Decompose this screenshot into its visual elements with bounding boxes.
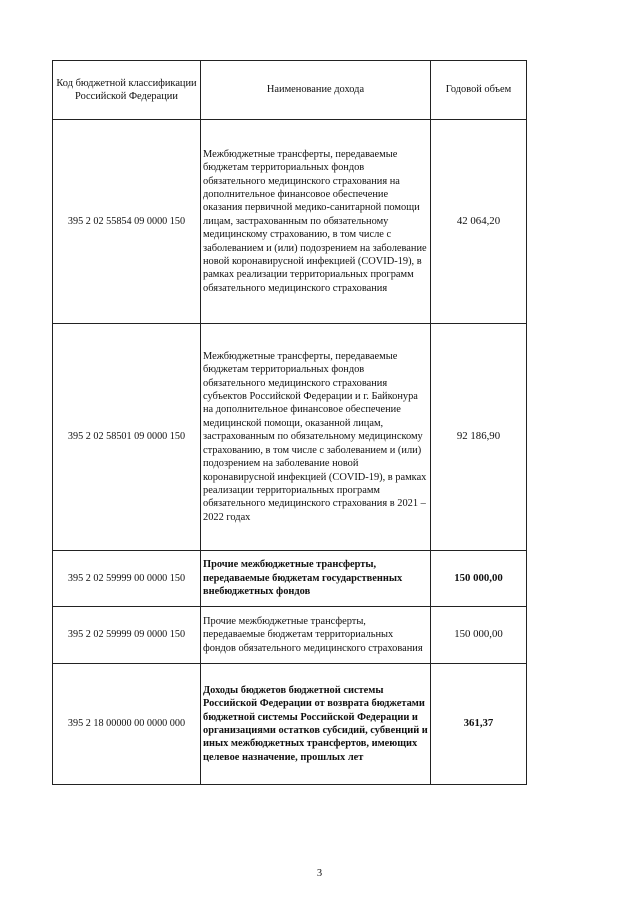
table-row (53, 324, 527, 551)
table-header-row (53, 61, 527, 120)
header-budget-code: Код бюджетной классификации Российской Федерации (53, 61, 201, 120)
row-budget-code: 395 2 02 55854 09 0000 150 (53, 120, 201, 324)
row-budget-code: 395 2 02 59999 00 0000 150 (53, 551, 201, 607)
table-row (53, 664, 527, 785)
row-revenue-name: Межбюджетные трансферты, передаваемые бюджетам территориальных фондов обязательного медицинского страхования субъектов Российской Федерации и г. Байконура на дополнительное финансовое обеспечение медицинской помощи, оказанной лицам, застрахованным по обязательному медицинскому страхованию, в том числе с заболеванием и (или) подозрением на заболевание новой коронавирусной инфекцией (COVID-19), в рамках реализации территориальных программ обязательного медицинского страхования в 2021 – 2022 годах (201, 324, 431, 551)
row-revenue-name: Прочие межбюджетные трансферты, передаваемые бюджетам территориальных фондов обязательного медицинского страхования (201, 607, 431, 664)
row-budget-code: 395 2 02 58501 09 0000 150 (53, 324, 201, 551)
table-row (53, 551, 527, 607)
header-annual-volume: Годовой объем (431, 61, 527, 120)
table-row (53, 607, 527, 664)
row-annual-volume: 150 000,00 (431, 607, 527, 664)
row-revenue-name: Межбюджетные трансферты, передаваемые бюджетам территориальных фондов обязательного медицинского страхования на дополнительное финансовое обеспечение оказания первичной медико-санитарной помощи лицам, застрахованным по обязательному медицинскому страхованию, в том числе с заболеванием и (или) подозрением на заболевание новой коронавирусной инфекцией (COVID-19), в рамках реализации территориальных программ обязательного медицинского страхования (201, 120, 431, 324)
row-budget-code: 395 2 02 59999 09 0000 150 (53, 607, 201, 664)
row-annual-volume: 42 064,20 (431, 120, 527, 324)
row-annual-volume: 361,37 (431, 664, 527, 785)
header-revenue-name: Наименование дохода (201, 61, 431, 120)
page-number: 3 (316, 868, 323, 879)
row-revenue-name: Прочие межбюджетные трансферты, передаваемые бюджетам государственных внебюджетных фондов (201, 551, 431, 607)
revenue-table (52, 60, 527, 785)
table-row (53, 120, 527, 324)
row-revenue-name: Доходы бюджетов бюджетной системы Российской Федерации от возврата бюджетами бюджетной системы Российской Федерации и организациями остатков субсидий, субвенций и иных межбюджетных трансфертов, имеющих целевое назначение, прошлых лет (201, 664, 431, 785)
row-annual-volume: 150 000,00 (431, 551, 527, 607)
row-annual-volume: 92 186,90 (431, 324, 527, 551)
row-budget-code: 395 2 18 00000 00 0000 000 (53, 664, 201, 785)
